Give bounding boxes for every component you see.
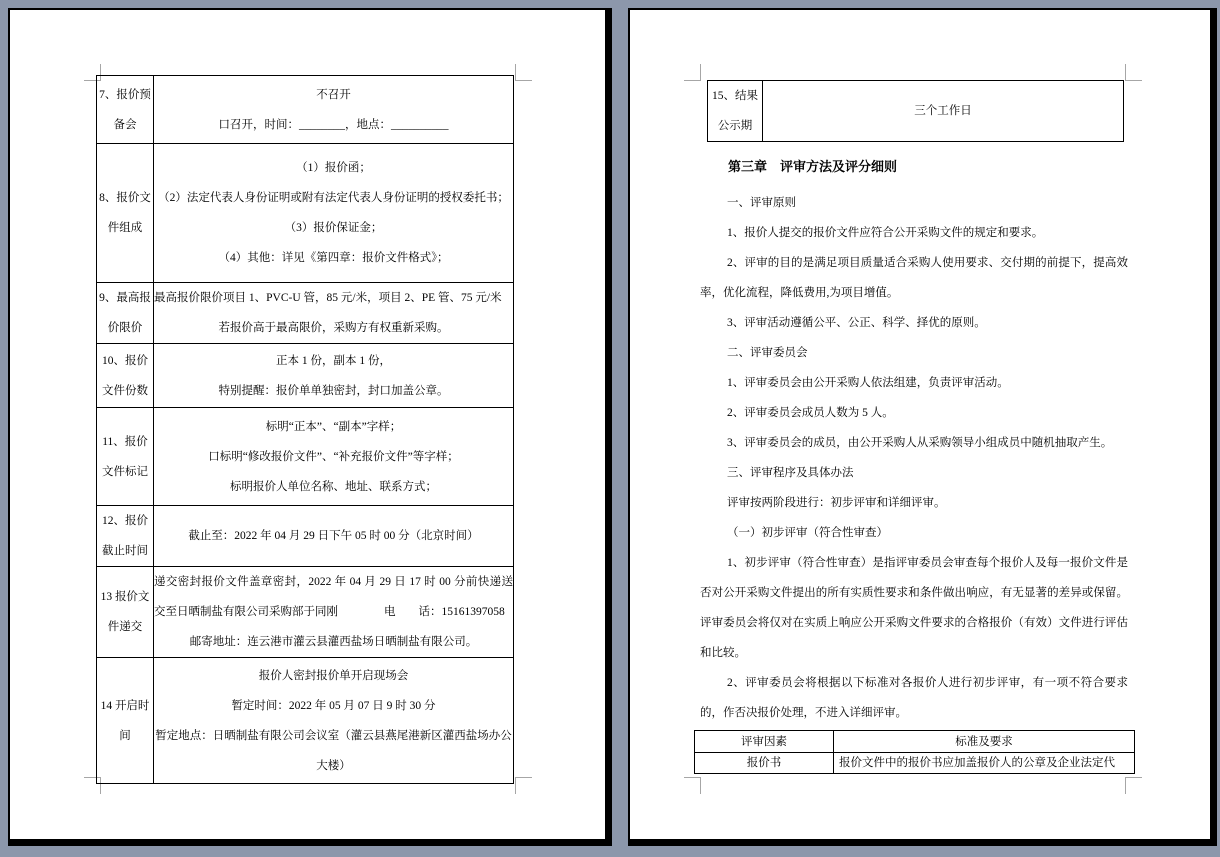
- table-row: [97, 567, 514, 658]
- cell-line: 口标明“修改报价文件”、“补充报价文件”等字样；: [208, 450, 459, 463]
- row-label: 15、结果公示期: [708, 81, 763, 142]
- cell-line: 口召开，时间：________，地点：__________: [218, 118, 449, 131]
- row-label: 10、报价文件份数: [97, 344, 154, 408]
- row-content: [154, 283, 514, 344]
- cell-line: 标明报价人单位名称、地址、联系方式；: [230, 480, 437, 493]
- table-row: [97, 76, 514, 144]
- cell-line: （4）其他：详见《第四章：报价文件格式》；: [218, 252, 449, 264]
- cell-line: 递交密封报价文件盖章密封，2022 年 04 月 29 日 17 时 00 分前快递送交至日晒制盐有限公司采购部于同刚 电 话：15161397058: [154, 576, 513, 618]
- row-content: [154, 344, 514, 408]
- table-row: [97, 658, 514, 784]
- table-row: [708, 81, 1124, 142]
- paragraph: 1、初步评审（符合性审查）是指评审委员会审查每个报价人及每一报价文件是否对公开采购文件提出的所有实质性要求和条件做出响应，有无显著的差异或保留。评审委员会将仅对在实质上响应公开采购文件要求的合格报价（有效）文件进行评估和比较。: [700, 557, 1128, 659]
- column-header: 评审因素: [695, 731, 834, 753]
- paragraph: 3、评审活动遵循公平、公正、科学、择优的原则。: [727, 317, 986, 329]
- paragraph: 二、评审委员会: [727, 347, 808, 359]
- cell-line: 三个工作日: [914, 105, 972, 117]
- table-row: [97, 408, 514, 506]
- cell-line: 最高报价限价项目 1、PVC-U 管，85 元/米，项目 2、PE 管、75 元/米: [154, 292, 502, 304]
- row-content: [154, 567, 514, 658]
- review-criteria-table: [694, 730, 1135, 774]
- row-content: [154, 506, 514, 567]
- row-label: 8、报价文件组成: [97, 144, 154, 283]
- cell-line: 暂定时间：2022 年 05 月 07 日 9 时 30 分: [231, 699, 436, 712]
- cell-line: 不召开: [316, 88, 351, 101]
- cell-line: （1）报价函；: [296, 162, 371, 174]
- quotation-info-table: [96, 75, 514, 784]
- row-label: 12、报价截止时间: [97, 506, 154, 567]
- cell-line: 截止至：2022 年 04 月 29 日下午 05 时 00 分（北京时间）: [188, 530, 479, 542]
- paragraph: 2、评审委员会成员人数为 5 人。: [727, 407, 894, 419]
- table-row: [695, 753, 1135, 774]
- review-factor: 报价书: [695, 753, 834, 774]
- crop-mark-icon: [684, 64, 701, 81]
- table-row: [97, 344, 514, 408]
- paragraph: 2、评审的目的是满足项目质量适合采购人使用要求、交付期的前提下，提高效率，优化流程，降低费用,为项目增值。: [700, 257, 1128, 299]
- row-content: [154, 76, 514, 144]
- column-header: 标准及要求: [834, 731, 1135, 753]
- cell-line: 标明“正本”、“副本”字样；: [265, 420, 402, 433]
- row-label: 13 报价文件递交: [97, 567, 154, 658]
- cell-line: 若报价高于最高限价，采购方有权重新采购。: [218, 322, 449, 334]
- row-label: 14 开启时间: [97, 658, 154, 784]
- table-row: [97, 144, 514, 283]
- row-label: 7、报价预备会: [97, 76, 154, 144]
- cell-line: 报价人密封报价单开启现场会: [258, 669, 409, 682]
- paragraph: 3、评审委员会的成员，由公开采购人从采购领导小组成员中随机抽取产生。: [727, 437, 1113, 449]
- cell-line: （3）报价保证金；: [284, 222, 383, 234]
- paragraph: 一、评审原则: [727, 197, 796, 209]
- crop-mark-icon: [515, 777, 532, 794]
- paragraph: 1、报价人提交的报价文件应符合公开采购文件的规定和要求。: [727, 227, 1044, 239]
- paragraph: 2、评审委员会将根据以下标准对各报价人进行初步评审，有一项不符合要求的，作否决报价处理，不进入详细评审。: [700, 677, 1128, 719]
- paragraph: （一）初步评审（符合性审查）: [727, 527, 888, 539]
- crop-mark-icon: [1125, 64, 1142, 81]
- cell-line: 暂定地点：日晒制盐有限公司会议室（灌云县燕尾港新区灌西盐场办公大楼）: [155, 729, 512, 772]
- chapter-heading: 第三章 评审方法及评分细则: [728, 159, 898, 174]
- row-content: [154, 144, 514, 283]
- paragraph: 1、评审委员会由公开采购人依法组建，负责评审活动。: [727, 377, 1009, 389]
- row-content: [154, 658, 514, 784]
- cell-line: 特别提醒：报价单单独密封，封口加盖公章。: [218, 384, 449, 397]
- cell-line: （2）法定代表人身份证明或附有法定代表人身份证明的授权委托书；: [158, 192, 509, 204]
- row-label: 9、最高报价限价: [97, 283, 154, 344]
- document-page-right: [628, 8, 1217, 846]
- row-content: [763, 81, 1124, 142]
- row-content: [154, 408, 514, 506]
- paragraph: 三、评审程序及具体办法: [727, 467, 854, 479]
- table-row: [97, 506, 514, 567]
- paragraph: 评审按两阶段进行：初步评审和详细评审。: [727, 497, 946, 509]
- body-paragraphs: [700, 188, 1128, 728]
- table-header-row: [695, 731, 1135, 753]
- document-page-left: [8, 8, 612, 846]
- crop-mark-icon: [1125, 777, 1142, 794]
- cell-line: 正本 1 份，副本 1 份，: [276, 354, 391, 367]
- cell-line: 邮寄地址：连云港市灌云县灌西盐场日晒制盐有限公司。: [189, 636, 478, 648]
- crop-mark-icon: [515, 64, 532, 81]
- table-row: [97, 283, 514, 344]
- row-label: 11、报价文件标记: [97, 408, 154, 506]
- crop-mark-icon: [684, 777, 701, 794]
- review-requirement: 报价文件中的报价书应加盖报价人的公章及企业法定代: [834, 753, 1135, 774]
- quotation-info-table-continued: [707, 80, 1124, 142]
